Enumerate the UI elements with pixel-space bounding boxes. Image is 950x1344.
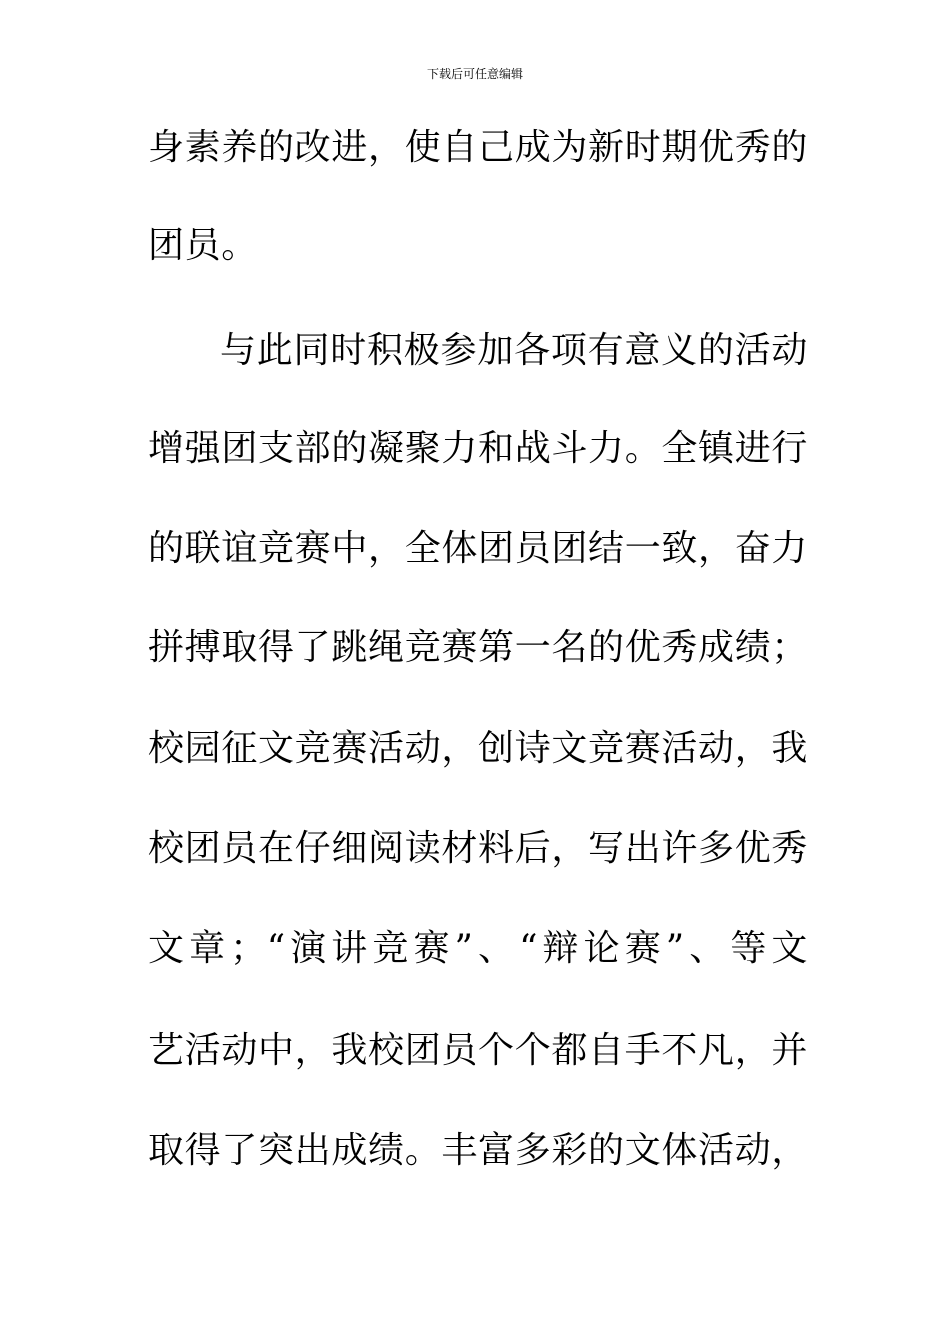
- text-line: 身素养的改进，使自己成为新时期优秀的: [148, 127, 808, 168]
- text-line: 团员。: [148, 225, 258, 266]
- text-line: 拼搏取得了跳绳竞赛第一名的优秀成绩；: [148, 627, 808, 668]
- text-line: 增强团支部的凝聚力和战斗力。全镇进行: [148, 428, 808, 469]
- text-line: 校团员在仔细阅读材料后，写出许多优秀: [148, 828, 808, 869]
- text-line: 艺活动中，我校团员个个都自手不凡，并: [148, 1030, 808, 1071]
- text-line: 取得了突出成绩。丰富多彩的文体活动，: [148, 1130, 808, 1171]
- text-line-paragraph-start: 与此同时积极参加各项有意义的活动: [220, 330, 808, 371]
- text-line: 文章；“演讲竞赛”、“辩论赛”、等文: [148, 928, 808, 969]
- page-header: 下载后可任意编辑: [426, 67, 523, 81]
- text-line: 的联谊竞赛中，全体团员团结一致，奋力: [148, 528, 808, 569]
- text-line: 校园征文竞赛活动，创诗文竞赛活动，我: [148, 728, 808, 769]
